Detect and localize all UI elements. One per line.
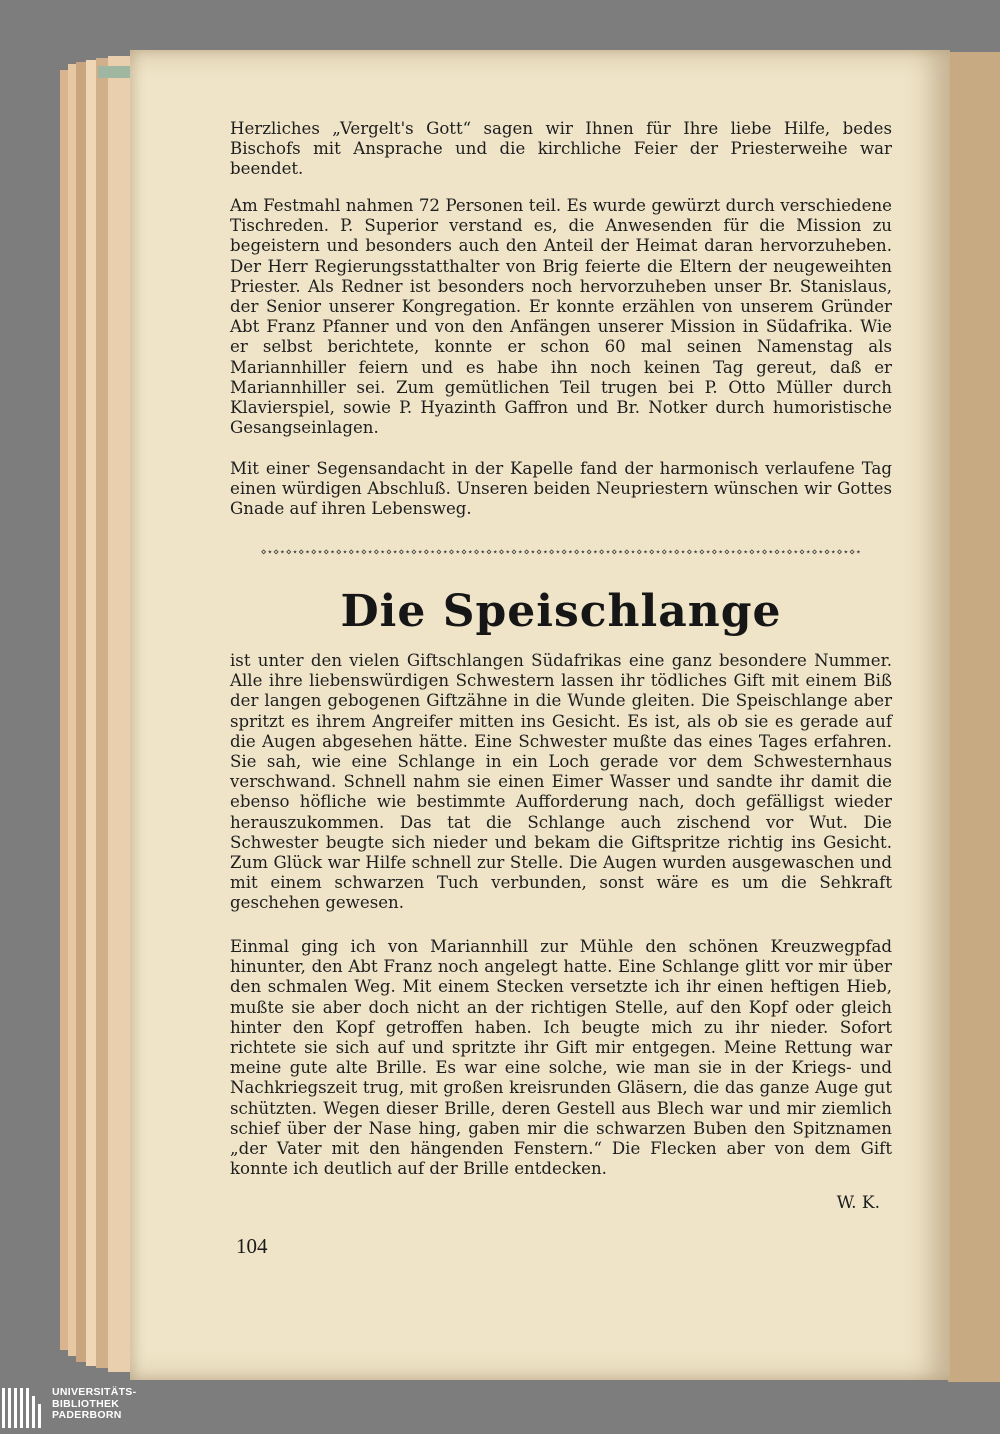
article-title: Die Speischlange [340,586,782,637]
paragraph-muehle [230,937,892,1179]
paragraph-segensandacht [230,459,892,520]
author-signature: W. K. [836,1193,880,1213]
logo-line: UNIVERSITÄTS- [52,1386,137,1398]
book-edge-right [948,52,1000,1382]
logo-line: BIBLIOTHEK [52,1397,120,1410]
ornamental-divider: ⋄⋆⋄⋆⋄⋆⋄⋆⋄⋆⋄⋆⋄⋆⋄⋆⋄⋆⋄⋆⋄⋆⋄⋆⋄⋆⋄⋆⋄⋆⋄⋆⋄⋆⋄⋆⋄⋆⋄⋆⋄⋆⋄⋆⋄⋆⋄⋆⋄⋆⋄⋆⋄⋆⋄⋆⋄⋆⋄⋆⋄⋆⋄⋆⋄⋆⋄⋆⋄⋆⋄⋆⋄⋆⋄⋆⋄⋆⋄⋆⋄⋆⋄⋆⋄⋆⋄⋆⋄⋆⋄⋆⋄⋆⋄⋆ [260,547,862,558]
library-logo-text [52,1387,136,1422]
library-logo-icon [2,1388,46,1428]
paragraph-text: Einmal ging ich von Mariannhill zur Mühle den schönen Kreuzwegpfad hinunter, den Abt Franz noch angelegt hatte. Eine Schlange glitt vor mir über den schmalen Weg. Mit einem Stecken versetzte ich ihr einen heftigen Hieb, mußte sie aber doch nicht an der richtigen Stelle, auf den Kopf oder gleich hinter den Kopf getroffen haben. Ich beugte mich zu ihr nieder. Sofort richtete sie sich auf und spritzte ihr Gift mir entgegen. Meine Rettung war meine gute alte Brille. Es war eine solche, wie man sie in der Kriegs- und Nachkriegszeit trug, mit großen kreisrunden Gläsern, die das ganze Auge gut schützten. Wegen dieser Brille, deren Gestell aus Blech war und mir ziemlich schief über der Nase hing, gaben mir die schwarzen Buben den Spitznamen „der Vater mit den hängenden Fenstern.“ Die Flecken aber von dem Gift konnte ich deutlich auf der Brille entdecken. [230,937,892,1179]
paragraph-festmahl [230,196,892,438]
paragraph-text: Herzliches „Vergelt's Gott“ sagen wir Ihnen für Ihre liebe Hilfe, bedes Bischofs mit Ansprache und die kirchliche Feier der Priesterweihe war beendet. [230,119,892,179]
logo-line: PADERBORN [52,1409,122,1421]
paragraph-speischlange [230,651,892,914]
paragraph-intro [230,119,892,180]
paragraph-text: Am Festmahl nahmen 72 Personen teil. Es wurde gewürzt durch verschiedene Tischreden. P. Superior verstand es, die Anwesenden für die Mission zu begeistern und besonders auch den Anteil der Heimat daran hervorzuheben. Der Herr Regierungsstatthalter von Brig feierte die Eltern der neugeweihten Priester. Als Redner ist besonders noch hervorzuheben unser Br. Stanislaus, der Senior unserer Kongregation. Er konnte erzählen von unserem Gründer Abt Franz Pfanner und von den Anfängen unserer Mission in Südafrika. Wie er selbst berichtete, konnte er schon 60 mal seinen Namenstag als Mariannhiller feiern und es habe ihn noch keinen Tag gereut, daß er Mariannhiller sei. Zum gemütlichen Teil trugen bei P. Otto Müller durch Klavierspiel, sowie P. Hyazinth Gaffron und Br. Notker durch humoristische Gesangseinlagen. [230,196,892,438]
page-number: 104 [236,1234,268,1258]
library-logo [0,1384,200,1434]
paragraph-text: ist unter den vielen Giftschlangen Südafrikas eine ganz besondere Nummer. Alle ihre liebenswürdigen Schwestern lassen ihr tödliches Gift mit einem Biß der langen gebogenen Giftzähne in die Wunde gleiten. Die Speischlange aber spritzt es ihrem Angreifer mitten ins Gesicht. Es ist, als ob sie es gerade auf die Augen abgesehen hätte. Eine Schwester mußte das eines Tages erfahren. Sie sah, wie eine Schlange in ein Loch gerade vor dem Schwesternhaus verschwand. Schnell nahm sie einen Eimer Wasser und sandte ihr damit die ebenso höfliche wie bestimmte Aufforderung nach, doch gefälligst wieder herauszukommen. Das tat die Schlange auch zischend vor Wut. Die Schwester beugte sich nieder und bekam die Giftspritze richtig ins Gesicht. Zum Glück war Hilfe schnell zur Stelle. Die Augen wurden ausgewaschen und mit einem schwarzen Tuch verbunden, sonst wäre es um die Sehkraft geschehen gewesen. [230,651,892,913]
paragraph-text: Mit einer Segensandacht in der Kapelle fand der harmonisch verlaufene Tag einen würdigen Abschluß. Unseren beiden Neupriestern wünschen wir Gottes Gnade auf ihren Lebensweg. [230,459,892,519]
book-edge-tab [98,66,130,78]
